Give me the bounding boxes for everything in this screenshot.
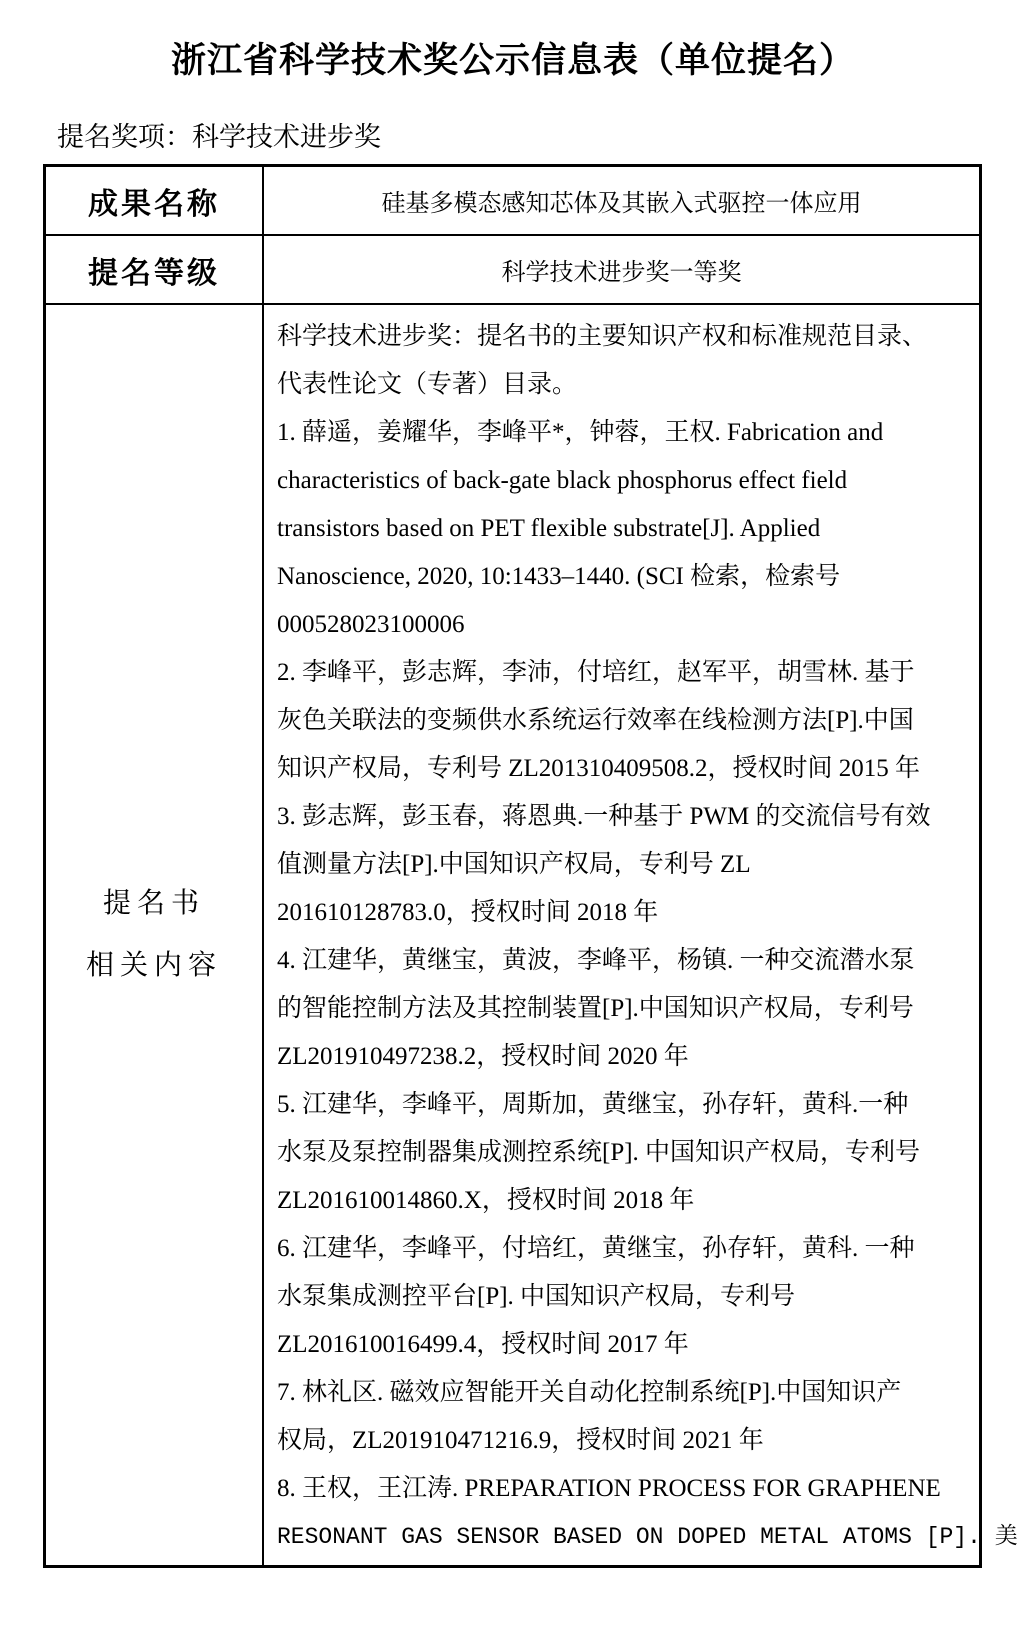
- content-line: 201610128783.0，授权时间 2018 年: [277, 899, 659, 926]
- content-line: ZL201610016499.4，授权时间 2017 年: [277, 1331, 689, 1358]
- content-line: 2. 李峰平，彭志辉，李沛，付培红，赵军平，胡雪林. 基于: [277, 659, 915, 686]
- content-line: RESONANT GAS SENSOR BASED ON DOPED METAL ATOMS [P]. 美: [277, 1524, 1018, 1550]
- content-line: 科学技术进步奖：提名书的主要知识产权和标准规范目录、: [277, 323, 928, 350]
- page-title: 浙江省科学技术奖公示信息表（单位提名）: [170, 41, 855, 80]
- table-row-nomination-content: [46, 305, 1018, 1565]
- nomination-grade-label-cell: [46, 236, 264, 303]
- nomination-content-label-line1: 提名书: [102, 888, 205, 919]
- nomination-grade-value: 科学技术进步奖一等奖: [501, 260, 742, 286]
- content-line: 4. 江建华，黄继宝，黄波，李峰平，杨镇. 一种交流潜水泵: [277, 947, 915, 974]
- nomination-content-label-line2: 相关内容: [85, 950, 222, 981]
- content-line: 水泵集成测控平台[P]. 中国知识产权局，专利号: [277, 1283, 796, 1310]
- content-line: 7. 林礼区. 磁效应智能开关自动化控制系统[P].中国知识产: [277, 1379, 902, 1406]
- content-line: 5. 江建华，李峰平，周斯加，黄继宝，孙存轩，黄科.一种: [277, 1091, 909, 1118]
- achievement-name-label: 成果名称: [88, 187, 220, 221]
- content-line: ZL201610014860.X，授权时间 2018 年: [277, 1187, 695, 1214]
- award-category-line: 提名奖项：科学技术进步奖: [57, 122, 381, 152]
- info-table: [43, 164, 1018, 1568]
- achievement-name-value: 硅基多模态感知芯体及其嵌入式驱控一体应用: [381, 191, 862, 217]
- content-line: 灰色关联法的变频供水系统运行效率在线检测方法[P].中国: [277, 707, 914, 734]
- table-row-achievement-name: [46, 167, 979, 236]
- nomination-content-lines: [264, 305, 1026, 1565]
- content-line: 1. 薛遥，姜耀华，李峰平*，钟蓉，王权. Fabrication and: [277, 419, 884, 446]
- content-line: 3. 彭志辉，彭玉春，蒋恩典.一种基于 PWM 的交流信号有效: [277, 803, 931, 830]
- content-line: 8. 王权，王江涛. PREPARATION PROCESS FOR GRAPHENE: [277, 1475, 941, 1502]
- content-line: ZL201910497238.2，授权时间 2020 年: [277, 1043, 689, 1070]
- content-line: 知识产权局，专利号 ZL201310409508.2，授权时间 2015 年: [277, 755, 921, 782]
- nomination-grade-label: 提名等级: [88, 256, 220, 290]
- nomination-content-label-cell: [46, 305, 264, 1565]
- content-line: Nanoscience, 2020, 10:1433–1440. (SCI 检索，检索号: [277, 563, 841, 590]
- content-line: 000528023100006: [277, 611, 465, 638]
- content-line: transistors based on PET flexible substrate[J]. Applied: [277, 515, 821, 542]
- content-line: characteristics of back-gate black phosphorus effect field: [277, 467, 848, 494]
- content-line: 值测量方法[P].中国知识产权局，专利号 ZL: [277, 851, 751, 878]
- content-line: 水泵及泵控制器集成测控系统[P]. 中国知识产权局，专利号: [277, 1139, 921, 1166]
- content-line: 的智能控制方法及其控制装置[P].中国知识产权局，专利号: [277, 995, 914, 1022]
- content-line: 6. 江建华，李峰平，付培红，黄继宝，孙存轩，黄科. 一种: [277, 1235, 915, 1262]
- achievement-name-label-cell: [46, 167, 264, 234]
- content-line: 代表性论文（专著）目录。: [277, 371, 578, 398]
- content-line: 权局，ZL201910471216.9，授权时间 2021 年: [277, 1427, 764, 1454]
- table-row-nomination-grade: [46, 236, 979, 305]
